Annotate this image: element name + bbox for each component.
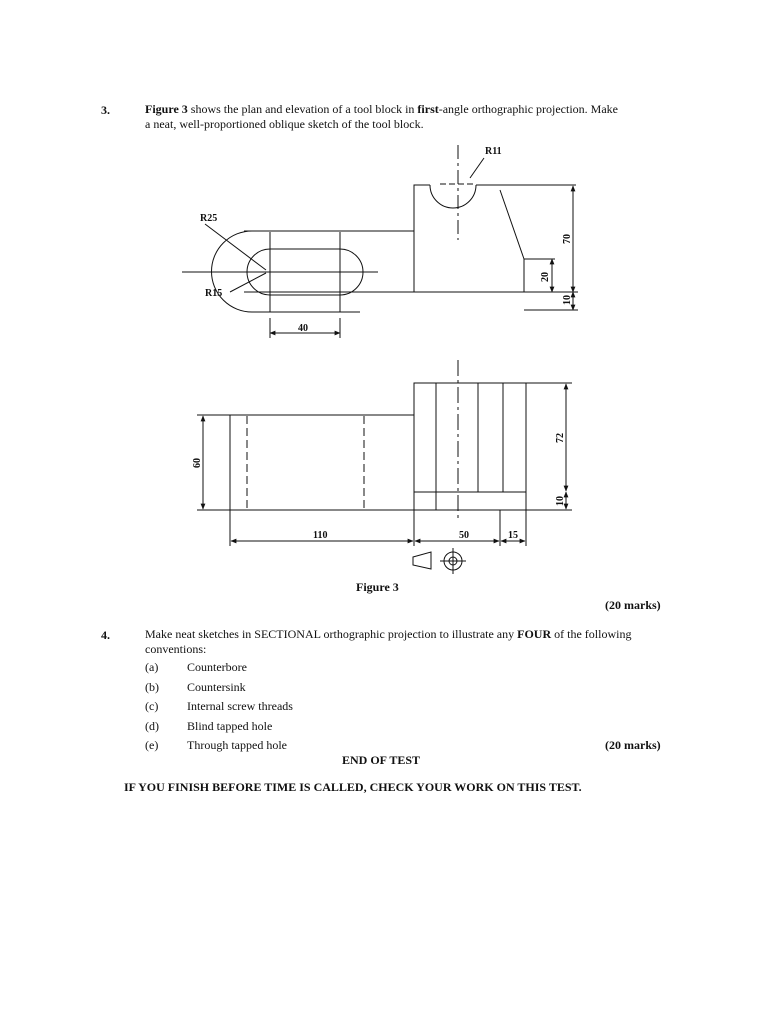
elev-upright-block xyxy=(414,383,526,510)
option-e-text: Through tapped hole xyxy=(187,738,287,752)
label-r25: R25 xyxy=(200,213,218,224)
r11-leader xyxy=(470,158,484,178)
label-r15: R15 xyxy=(205,288,223,299)
q4-text-part-2: orthographic projection to illustrate any xyxy=(320,627,518,641)
q3-text-part-1: shows the plan and elevation of a tool block in xyxy=(187,102,418,116)
option-d-text: Blind tapped hole xyxy=(187,719,273,733)
q4-text-part-1: Make neat sketches in xyxy=(145,627,255,641)
r15-leader xyxy=(230,273,266,292)
plan-upright-left xyxy=(414,185,430,292)
plan-r11-notch xyxy=(430,185,476,208)
label-20: 20 xyxy=(540,272,551,282)
q4-text-bold-sectional: SECTIONAL xyxy=(254,627,321,641)
figure-caption: Figure 3 xyxy=(356,580,399,594)
label-60: 60 xyxy=(192,458,203,468)
option-a-letter: (a) xyxy=(145,660,159,674)
label-15: 15 xyxy=(508,530,518,541)
question-4-marks: (20 marks) xyxy=(605,738,661,752)
label-50: 50 xyxy=(459,530,469,541)
question-4-number: 4. xyxy=(101,628,110,642)
question-4-line-2: conventions: xyxy=(145,642,207,656)
option-e-letter: (e) xyxy=(145,738,159,752)
option-c-text: Internal screw threads xyxy=(187,699,293,713)
option-b-text: Countersink xyxy=(187,680,246,694)
option-c-letter: (c) xyxy=(145,699,159,713)
finish-notice: IF YOU FINISH BEFORE TIME IS CALLED, CHECK YOUR WORK ON THIS TEST. xyxy=(124,780,582,794)
label-10-plan: 10 xyxy=(562,295,573,305)
elev-base-block xyxy=(230,415,414,510)
question-3-number: 3. xyxy=(101,103,110,117)
figure-reference: Figure 3 xyxy=(145,102,188,116)
q4-text-part-3: of the following xyxy=(551,627,632,641)
question-4-line-1 xyxy=(145,627,685,642)
plan-chamfer-line xyxy=(500,190,524,259)
option-d-letter: (d) xyxy=(145,719,159,733)
option-a-text: Counterbore xyxy=(187,660,247,674)
q4-text-bold-four: FOUR xyxy=(517,627,552,641)
question-3-marks: (20 marks) xyxy=(605,598,661,612)
q3-text-part-2: -angle orthographic projection. Make xyxy=(438,102,619,116)
end-of-test: END OF TEST xyxy=(342,753,421,767)
question-3-line-2: a neat, well-proportioned oblique sketch of the tool block. xyxy=(145,117,424,131)
question-4-text xyxy=(145,627,685,657)
label-r11: R11 xyxy=(485,146,502,157)
label-10-elev: 10 xyxy=(555,496,566,506)
label-110: 110 xyxy=(313,530,328,541)
label-40: 40 xyxy=(298,323,308,334)
projection-symbol-cone xyxy=(413,552,431,569)
label-72: 72 xyxy=(555,433,566,443)
option-b-letter: (b) xyxy=(145,680,159,694)
label-70: 70 xyxy=(562,234,573,244)
q3-text-bold-first: first xyxy=(417,102,439,116)
